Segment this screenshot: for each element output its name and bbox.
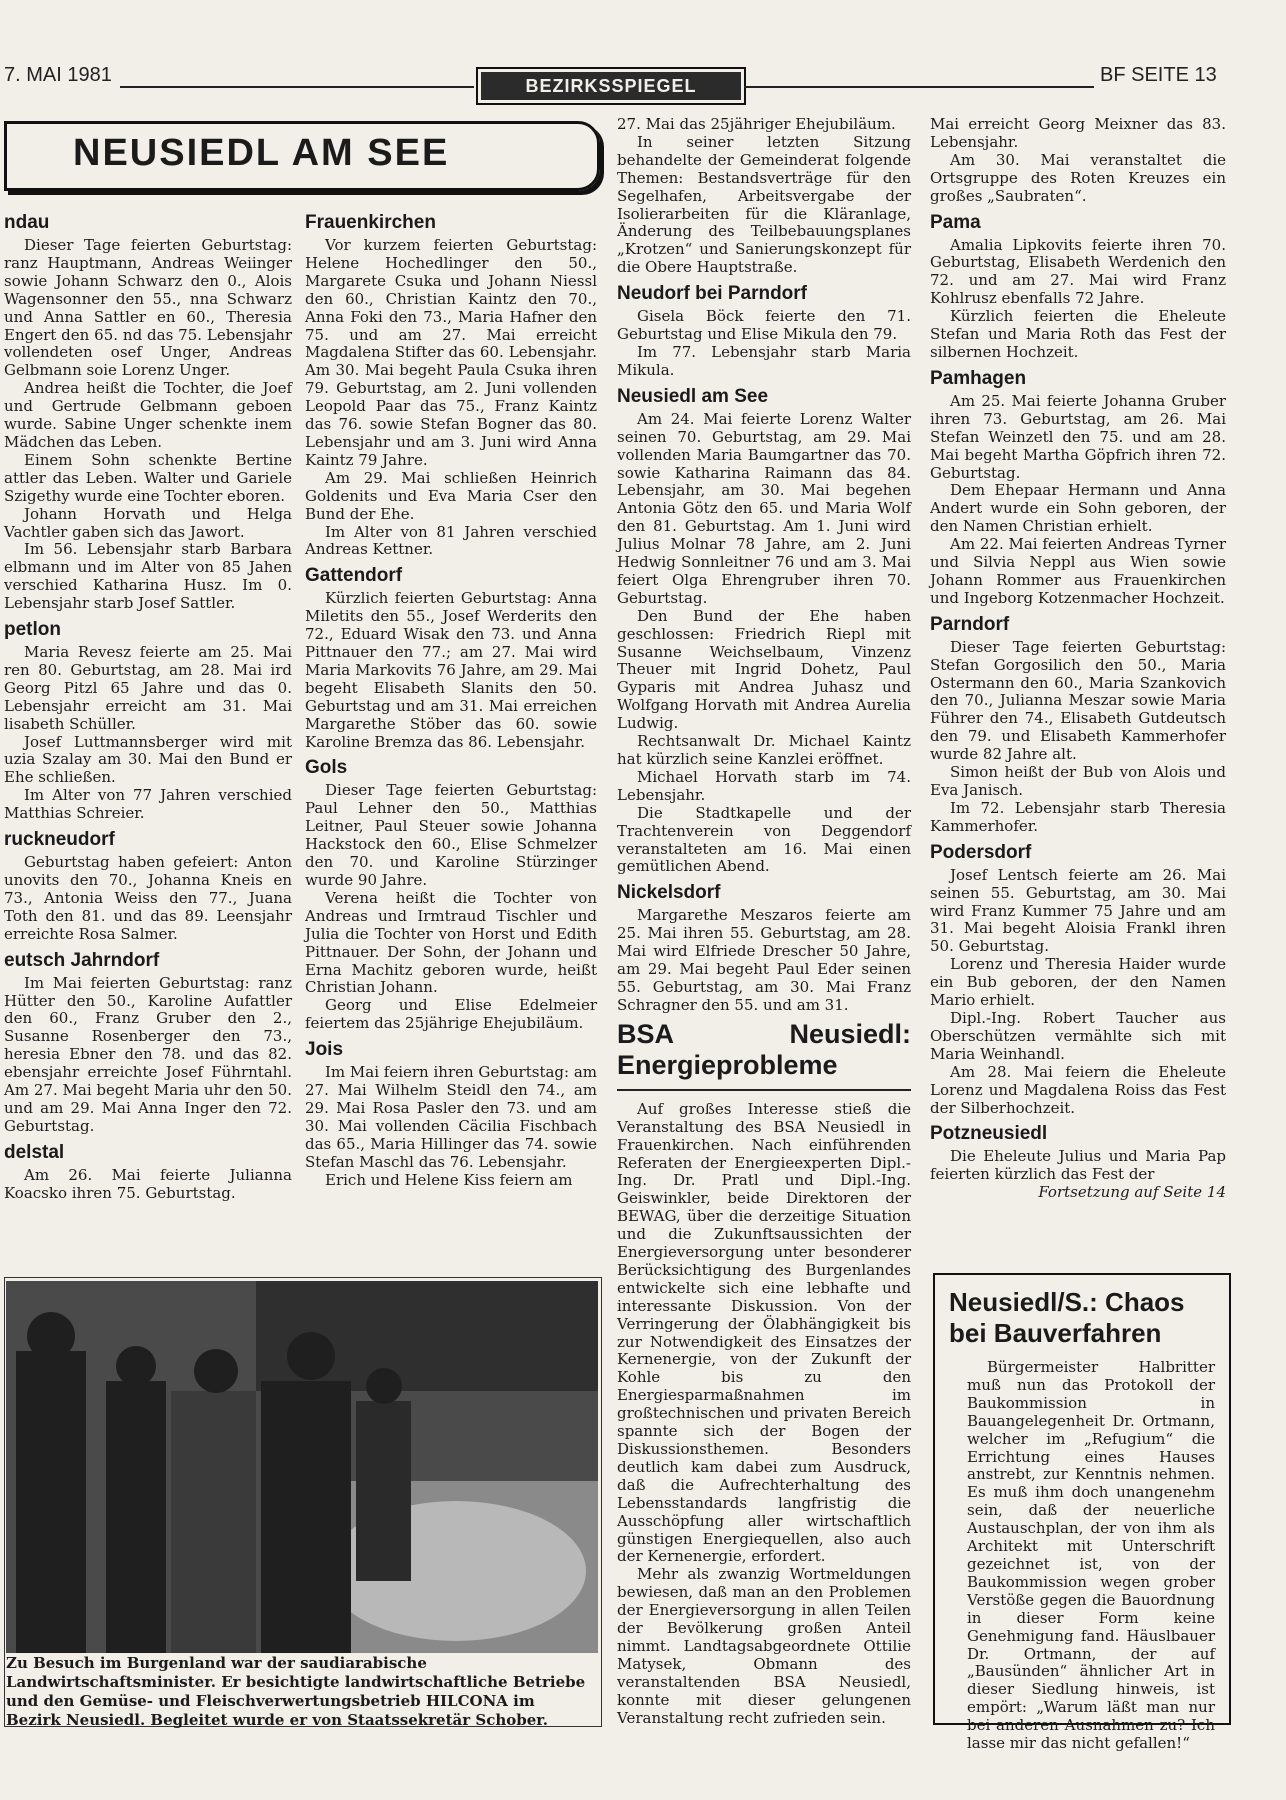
paragraph: Andrea heißt die Tochter, die Joef und Gertrude Gelbmann geboen wurde. Sabine Unger schenkte inem Mädchen das Leben. <box>4 379 292 451</box>
page-number: BF SEITE 13 <box>1100 64 1217 86</box>
paragraph: Dieser Tage feierten Geburtstag: Paul Lehner den 50., Matthias Leitner, Paul Steuer sowie Johanna Hackstock den 60., Elise Schmelzer den 70. und Karoline Stürzinger wurde 90 Jahre. <box>305 781 597 889</box>
paragraph: Dem Ehepaar Hermann und Anna Andert wurde ein Sohn geboren, der den Namen Christian erhielt. <box>930 481 1226 536</box>
photo-scene <box>6 1281 598 1653</box>
column-4 <box>930 116 1226 1202</box>
heading-jois: Jois <box>305 1039 344 1061</box>
paragraph: Johann Horvath und Helga Vachtler gaben sich das Jawort. <box>4 504 292 541</box>
paragraph: Die Stadtkapelle und der Trachtenverein von Deggendorf veranstalteten am 16. Mai einen gemütlichen Abend. <box>617 803 911 876</box>
paragraph: Dipl.-Ing. Robert Taucher aus Oberschützen vermählte sich mit Maria Weinhandl. <box>930 1008 1226 1063</box>
photo-caption: Zu Besuch im Burgenland war der saudiarabische Landwirtschaftsminister. Er besichtigte landwirtschaftliche Betriebe und den Gemüse- und Fleischverwertungsbetrieb HILCONA im Bezirk Neusiedl. Begleitet wurde er von Staatssekretär Schober. <box>6 1654 586 1729</box>
paragraph: Dieser Tage feierten Geburtstag: Stefan Gorgosilich den 50., Maria Ostermann den 60., Maria Szankovich den 70., Julianna Meszar sowie Maria Führer den 74., Elisabeth Gutdeutsch den 79. und Elisabeth Kammerhofer wurde 82 Jahre alt. <box>930 637 1226 764</box>
paragraph: Am 26. Mai feierte Julianna Koacsko ihren 75. Geburtstag. <box>4 1165 292 1202</box>
header-rule-left <box>120 86 474 88</box>
boxed-article <box>933 1273 1231 1753</box>
column-1 <box>4 206 292 1203</box>
paragraph: Im Alter von 77 Jahren verschied Matthias Schreier. <box>4 786 292 823</box>
paragraph: Josef Luttmannsberger wird mit uzia Szalay am 30. Mai den Bund er Ehe schließen. <box>4 732 292 787</box>
person <box>106 1381 166 1653</box>
column-2 <box>305 206 597 1190</box>
heading-potzneusiedl: Potzneusiedl <box>930 1123 1048 1145</box>
paragraph: Den Bund der Ehe haben geschlossen: Friedrich Riepl mit Susanne Weichselbaum, Vinzenz Theuer mit Ingrid Dohetz, Paul Gyparis mit Andrea Juhasz und Wolfgang Horvath mit Andrea Aurelia Ludwig. <box>617 606 911 733</box>
person-head <box>27 1312 75 1360</box>
heading-parndorf: Parndorf <box>930 613 1010 635</box>
paragraph: Im Mai feiern ihren Geburtstag: am 27. Mai Wilhelm Steidl den 74., am 29. Mai Rosa Pasler den 73. und am 30. Mai vollenden Cäcilia Fischbach das 65., Maria Hillinger das 74. sowie Stefan Maschl das 76. Lebensjahr. <box>305 1063 597 1171</box>
person <box>356 1401 411 1581</box>
paragraph: Am 29. Mai schließen Heinrich Goldenits und Eva Maria Cser den Bund der Ehe. <box>305 468 597 523</box>
person-head <box>116 1346 156 1386</box>
continuation-note: Fortsetzung auf Seite 14 <box>1038 1183 1226 1202</box>
paragraph: Amalia Lipkovits feierte ihren 70. Geburtstag, Elisabeth Werdenich den 72. und am 27. Mai wird Franz Kohlrusz ebenfalls 72 Jahre. <box>930 235 1226 308</box>
paragraph: Im Alter von 81 Jahren verschied Andreas Kettner. <box>305 522 597 559</box>
heading-ruckneudorf: ruckneudorf <box>4 829 115 851</box>
column-3 <box>617 116 911 1728</box>
paragraph: Einem Sohn schenkte Bertine attler das Leben. Walter und Gariele Szigethy wurde eine Tochter eboren. <box>4 450 292 505</box>
person-head <box>194 1349 238 1393</box>
heading-pamhagen: Pamhagen <box>930 367 1027 389</box>
person-head <box>366 1368 402 1404</box>
paragraph: Maria Revesz feierte am 25. Mai ren 80. Geburtstag, am 28. Mai ird Georg Pitzl 65 Jahre und das 0. Lebensjahr erreicht am 31. Mai lisabeth Schüller. <box>4 643 292 733</box>
paragraph: Vor kurzem feierten Geburtstag: Helene Hochedlinger den 50., Margarete Csuka und Johann Niessl den 60., Christian Kaintz den 70., Anna Foki den 73., Maria Hafner den 75. und am 27. Mai erreicht Magdalena Stifter das 60. Lebensjahr. Am 30. Mai begeht Paula Csuka ihren 79. Geburtstag, am 2. Juni vollenden Leopold Paar das 75., Franz Kaintz das 76. sowie Stefan Bogner das 80. Lebensjahr und am 3. Juni wird Anna Kaintz 79 Jahre. <box>305 236 597 469</box>
region-banner <box>4 121 600 191</box>
paragraph: Kürzlich feierten die Eheleute Stefan und Maria Roth das Fest der silbernen Hochzeit. <box>930 307 1226 361</box>
person <box>16 1351 86 1653</box>
paragraph: Auf großes Interesse stieß die Veranstaltung des BSA Neusiedl in Frauenkirchen. Nach einführenden Referaten der Energieexperten Dipl.-Ing. Dr. Pratl und Dipl.-Ing. Geiswinkler, beide Direktoren der BEWAG, über die derzeitige Situation und die Zukunftsaussichten der Energieversorgung unter besonderer Berücksichtigung des Burgenlandes entwickelte sich eine lebhafte und interessante Diskussion. Von der Verringerung der Ölabhängigkeit bis zur Notwendigkeit des Einsatzes der Kernenergie, von der Zukunft der Kohle bis zu den Energiesparmaßnahmen im großtechnischen und privaten Bereich spannte sich der Bogen der Diskussionsthemen. Besonders deutlich kam dabei zum Ausdruck, daß die Aufrechterhaltung des Lebensstandards langfristig die Ausschöpfung aller wirtschaftlich günstigen Energiequellen, also auch der Kernenergie, erfordert. <box>617 1099 911 1566</box>
boxed-article-body <box>967 1359 1215 1753</box>
heading-nickelsdorf: Nickelsdorf <box>617 882 721 904</box>
paragraph: Josef Lentsch feierte am 26. Mai seinen 55. Geburtstag, am 30. Mai wird Franz Kummer 75 Jahre und am 31. Mai begeht Aloisia Frankl ihren 50. Geburtstag. <box>930 865 1226 956</box>
headline-rule <box>617 1089 911 1091</box>
section-label: BEZIRKSSPIEGEL <box>476 67 746 105</box>
header-rule-right <box>744 86 1094 88</box>
paragraph: Im Mai feierten Geburtstag: ranz Hütter den 50., Karoline Aufattler den 60., Franz Gruber den 2., Susanne Rosenberger den 73., heresia Ebner den 78. und das 82. ebensjahr erreichte Josef Führntahl. Am 27. Mai begeht Maria uhr den 50. und am 29. Mai Anna Inger den 72. Geburtstag. <box>4 973 292 1135</box>
paragraph: Rechtsanwalt Dr. Michael Kaintz hat kürzlich seine Kanzlei eröffnet. <box>617 732 911 768</box>
issue-date: 7. MAI 1981 <box>4 64 112 86</box>
boxed-article-title: Neusiedl/S.: Chaos bei Bauverfahren <box>949 1287 1185 1348</box>
paragraph: Im 56. Lebensjahr starb Barbara elbmann und im Alter von 85 Jahen verschied Katharina Husz. Im 0. Lebensjahr starb Josef Sattler. <box>4 540 292 613</box>
person-head <box>287 1332 335 1380</box>
paragraph: Am 25. Mai feierte Johanna Gruber ihren 73. Geburtstag, am 26. Mai Stefan Weinzetl den 75. und am 28. Mai begeht Martha Göpfrich ihren 72. Geburtstag. <box>930 391 1226 482</box>
paragraph: Mai erreicht Georg Meixner das 83. Lebensjahr. <box>930 115 1226 151</box>
paragraph: Geburtstag haben gefeiert: Anton unovits den 70., Johanna Kneis en 73., Antonia Weiss den 77., Juana Toth den 81. und das 89. Leensjahr erreichte Rosa Salmer. <box>4 853 292 943</box>
region-title: NEUSIEDL AM SEE <box>73 132 450 174</box>
paragraph: Am 28. Mai feiern die Eheleute Lorenz und Magdalena Roiss das Fest der Silberhochzeit. <box>930 1062 1226 1117</box>
paragraph: Am 22. Mai feierten Andreas Tyrner und Silvia Neppl aus Wien sowie Johann Rommer aus Frauenkirchen und Ingeborg Kotzenmacher Hochzeit. <box>930 535 1226 607</box>
paragraph: Am 24. Mai feierte Lorenz Walter seinen 70. Geburtstag, am 29. Mai vollenden Maria Baumgartner das 70. sowie Katharina Raimann das 84. Lebensjahr, am 30. Mai begehen Antonia Götz den 65. und Maria Wolf den 81. Geburtstag. Am 1. Juni wird Julius Molnar 78 Jahre, am 2. Juni Hedwig Sonnleitner 76 und am 3. Mai feiert Olga Ehrengruber ihren 70. Geburtstag. <box>617 409 911 607</box>
paragraph: Mehr als zwanzig Wortmeldungen bewiesen, daß man an den Problemen der Energieversorgung in allen Teilen der Bevölkerung großen Anteil nimmt. Landtagsabgeordnete Ottilie Matysek, Obmann des veranstaltenden BSA Neusiedl, konnte mit dieser gelungenen Veranstaltung recht zufrieden sein. <box>617 1565 911 1727</box>
paragraph: Gisela Böck feierte den 71. Geburtstag und Elise Mikula den 79. <box>617 307 911 344</box>
heading-neusiedl: Neusiedl am See <box>617 385 769 407</box>
heading-gattendorf: Gattendorf <box>305 565 403 587</box>
paragraph: Erich und Helene Kiss feiern am <box>325 1170 573 1189</box>
paragraph: Kürzlich feierten Geburtstag: Anna Miletits den 55., Josef Werderits den 72., Eduard Wisak den 73. und Anna Pittnauer den 77.; am 27. Mai wird Maria Markovits 76 Jahre, am 29. Mai begeht Elisabeth Slanits den 50. Geburtstag und am 31. Mai erreichen Margarethe Stöber das 60. sowie Karoline Bremza das 86. Lebensjahr. <box>305 589 597 751</box>
paragraph: In seiner letzten Sitzung behandelte der Gemeinderat folgende Themen: Bestandsverträge für den Segelhafen, Arbeitsvergabe der Isolierarbeiten für die Kläranlage, Änderung des Teilbebauungsplanes „Krotzen“ und Sanierungskonzept für die Obere Hauptstraße. <box>617 132 911 277</box>
bsa-headline: BSA Neusiedl: Energieprobleme <box>617 1018 911 1080</box>
paragraph: Michael Horvath starb im 74. Lebensjahr. <box>617 767 911 804</box>
person <box>171 1391 256 1653</box>
paragraph: Bürgermeister Halbritter muß nun das Protokoll der Baukommission in Bauangelegenheit Dr. Ortmann, welcher im „Refugium“ die Errichtung eines Hauses anstrebt, zur Kenntnis nehmen. Es muß ihm doch unangenehm sein, daß der neuerliche Austauschplan, der von ihm als Architekt mit Unterschrift gezeichnet ist, von der Baukommission wegen grober Verstöße gegen die Bauordnung in dieser Form keine Genehmigung fand. Häuslbauer Dr. Ortmann, der auf „Bausünden“ ähnlicher Art in dieser Siedlung hinweis, ist empört: „Warum läßt man nur bei anderen Ausnahmen zu? Ich lasse mir das nicht gefallen!“ <box>967 1358 1215 1753</box>
paragraph: Am 30. Mai veranstaltet die Ortsgruppe des Roten Kreuzes ein großes „Saubraten“. <box>930 150 1226 205</box>
heading-gols: Gols <box>305 757 348 779</box>
paragraph: Margarethe Meszaros feierte am 25. Mai ihren 55. Geburtstag, am 28. Mai wird Elfriede Drescher 50 Jahre, am 29. Mai begeht Paul Eder seinen 55. Geburtstag, am 30. Mai Franz Schragner den 55. und am 31. <box>617 906 911 1014</box>
heading-ndau: ndau <box>4 212 50 233</box>
heading-edelstal: delstal <box>4 1141 65 1163</box>
heading-petlon: petlon <box>4 619 61 641</box>
news-photo <box>6 1281 598 1653</box>
paragraph: Dieser Tage feierten Geburtstag: ranz Hauptmann, Andreas Weiinger sowie Johann Schwarz den 0., Alois Wagensonner den 55., nna Schwarz und Anna Sattler en 60., Theresia Engert den 65. nd das 75. Lebensjahr vollendeten osef Unger, Andreas Gelbmann soie Lorenz Unger. <box>4 236 292 380</box>
heading-podersdorf: Podersdorf <box>930 841 1032 863</box>
heading-neudorf: Neudorf bei Parndorf <box>617 283 808 305</box>
paragraph: Lorenz und Theresia Haider wurde ein Bub geboren, der den Namen Mario erhielt. <box>930 955 1226 1010</box>
paragraph: Georg und Elise Edelmeier feiertem das 25jährige Ehejubiläum. <box>305 996 597 1033</box>
paragraph: Verena heißt die Tochter von Andreas und Irmtraud Tischler und Julia die Tochter von Horst und Edith Pittnauer. Der Sohn, der Johann und Erna Machitz geboren wurde, heißt Christian Johann. <box>305 888 597 997</box>
person <box>261 1381 351 1653</box>
heading-pama: Pama <box>930 211 981 233</box>
paragraph: Die Eheleute Julius und Maria Pap feierten kürzlich das Fest der <box>930 1147 1226 1184</box>
heading-deutsch-jahrndorf: eutsch Jahrndorf <box>4 949 160 971</box>
paragraph: Im 77. Lebensjahr starb Maria Mikula. <box>617 342 911 379</box>
heading-frauenkirchen: Frauenkirchen <box>305 212 436 233</box>
paragraph: Im 72. Lebensjahr starb Theresia Kammerhofer. <box>930 798 1226 835</box>
paragraph: Simon heißt der Bub von Alois und Eva Janisch. <box>930 763 1226 799</box>
paragraph: 27. Mai das 25jähriger Ehejubiläum. <box>617 115 896 133</box>
